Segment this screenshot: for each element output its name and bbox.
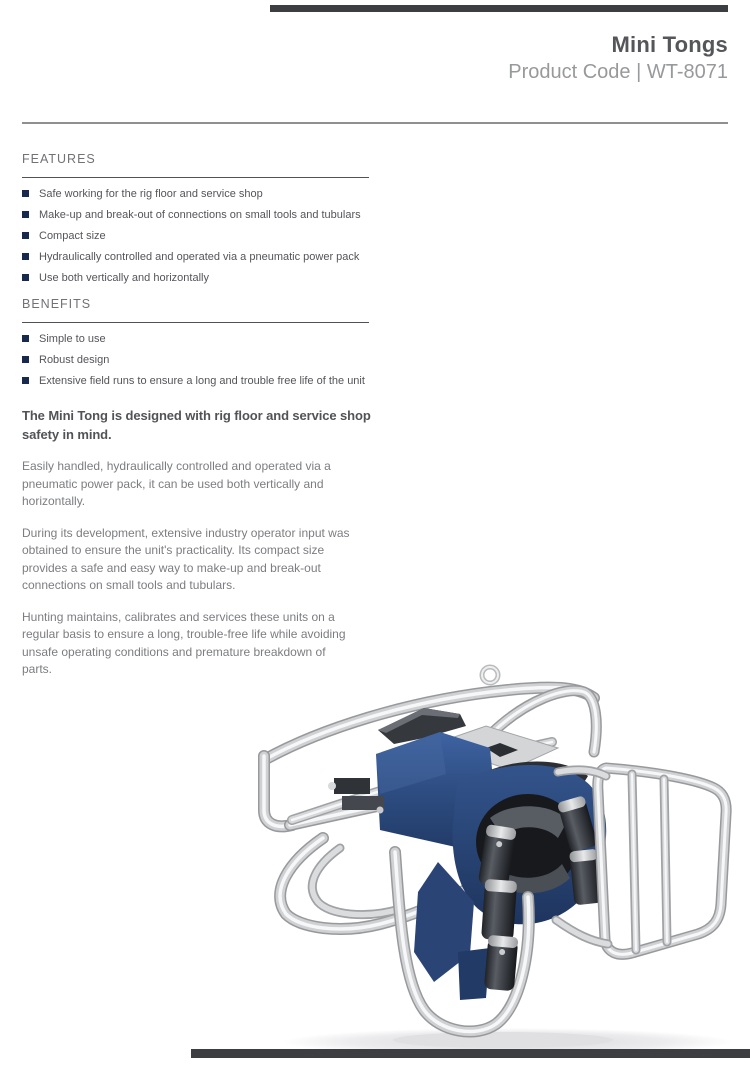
product-render xyxy=(228,652,750,1060)
list-item: Make-up and break-out of connections on small tools and tubulars xyxy=(22,208,388,222)
content-column xyxy=(22,145,388,679)
body-paragraph: Hunting maintains, calibrates and services these units on a regular basis to ensure a long, trouble-free life while avoiding unsafe operating conditions and premature breakdown of parts. xyxy=(22,609,346,676)
product-code: Product Code | WT-8071 xyxy=(508,61,728,83)
header-divider xyxy=(22,122,728,124)
features-heading: FEATURES xyxy=(22,152,96,166)
product-title: Mini Tongs xyxy=(611,32,728,57)
header-accent-bar xyxy=(270,5,728,12)
page-header xyxy=(508,32,728,84)
list-item: Compact size xyxy=(22,229,388,243)
body-paragraph: During its development, extensive industry operator input was obtained to ensure the unit's practicality. Its compact size provides a safe and easy way to make-up and break-out connections on small tools and tubulars. xyxy=(22,525,350,592)
features-divider xyxy=(22,177,369,178)
body-paragraph: Easily handled, hydraulically controlled and operated via a pneumatic power pack, it can be used both vertically and horizontally. xyxy=(22,459,331,508)
footer-accent-bar xyxy=(191,1049,750,1058)
list-item: Hydraulically controlled and operated via a pneumatic power pack xyxy=(22,250,388,264)
list-item: Simple to use xyxy=(22,332,388,346)
benefits-heading: BENEFITS xyxy=(22,297,92,311)
benefits-divider xyxy=(22,322,369,323)
lead-paragraph: The Mini Tong is designed with rig floor and service shop safety in mind. xyxy=(22,408,371,442)
benefits-list xyxy=(22,332,388,388)
features-list xyxy=(22,187,388,285)
mini-tongs-illustration xyxy=(228,652,750,1060)
list-item: Extensive field runs to ensure a long and trouble free life of the unit xyxy=(22,374,388,388)
list-item: Use both vertically and horizontally xyxy=(22,271,388,285)
list-item: Robust design xyxy=(22,353,388,367)
list-item: Safe working for the rig floor and service shop xyxy=(22,187,388,201)
tong-body xyxy=(328,708,606,1000)
